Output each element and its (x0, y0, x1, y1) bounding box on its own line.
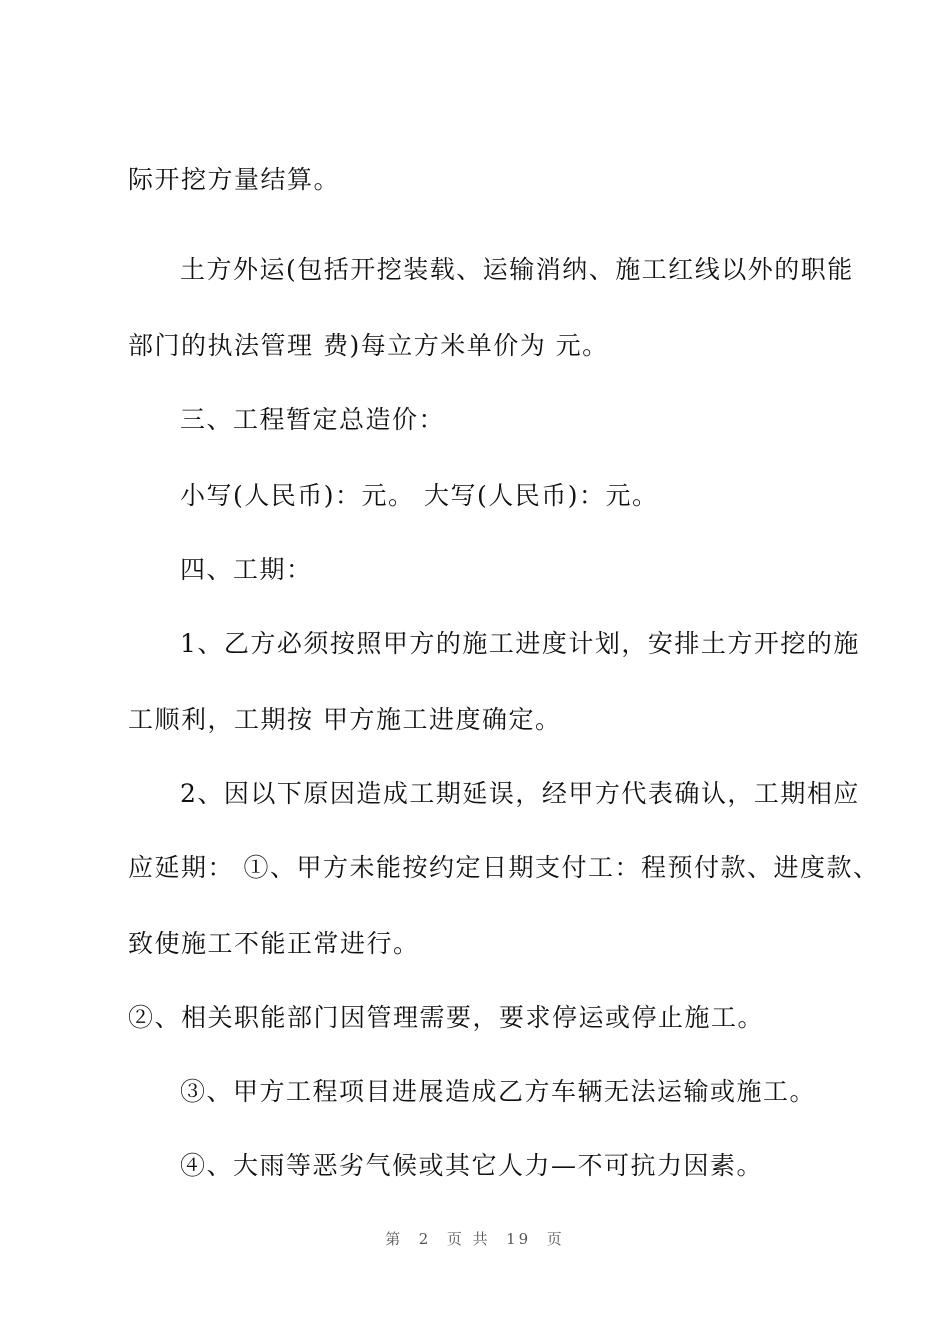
text-line-11: 致使施工不能正常进行。 (128, 929, 420, 958)
text-line-7: 1、乙方必须按照甲方的施工进度计划，安排土方开挖的施 (180, 629, 860, 658)
text-line-10: 应延期： ①、甲方未能按约定日期支付工：程预付款、进度款、 (128, 853, 880, 882)
text-line-2: 土方外运(包括开挖装载、运输消纳、施工红线以外的职能 (180, 255, 854, 284)
text-line-8: 工顺利，工期按 甲方施工进度确定。 (128, 705, 562, 734)
page-number-footer: 第 2 页 共 19 页 (385, 1230, 565, 1248)
text-line-9: 2、因以下原因造成工期延误，经甲方代表确认，工期相应 (180, 779, 860, 808)
text-line-3: 部门的执法管理 费)每立方米单价为 元。 (128, 331, 609, 360)
text-line-1: 际开挖方量结算。 (128, 165, 341, 194)
text-line-13: ③、甲方工程项目进展造成乙方车辆无法运输或施工。 (180, 1077, 817, 1106)
text-line-5: 小写(人民币)：元。 大写(人民币)：元。 (180, 481, 659, 510)
text-line-14: ④、大雨等恶劣气候或其它人力—不可抗力因素。 (180, 1151, 764, 1180)
text-line-6: 四、工期： (180, 555, 313, 584)
text-line-12: ②、相关职能部门因管理需要，要求停运或停止施工。 (128, 1003, 765, 1032)
text-line-4: 三、工程暂定总造价： (180, 405, 446, 434)
